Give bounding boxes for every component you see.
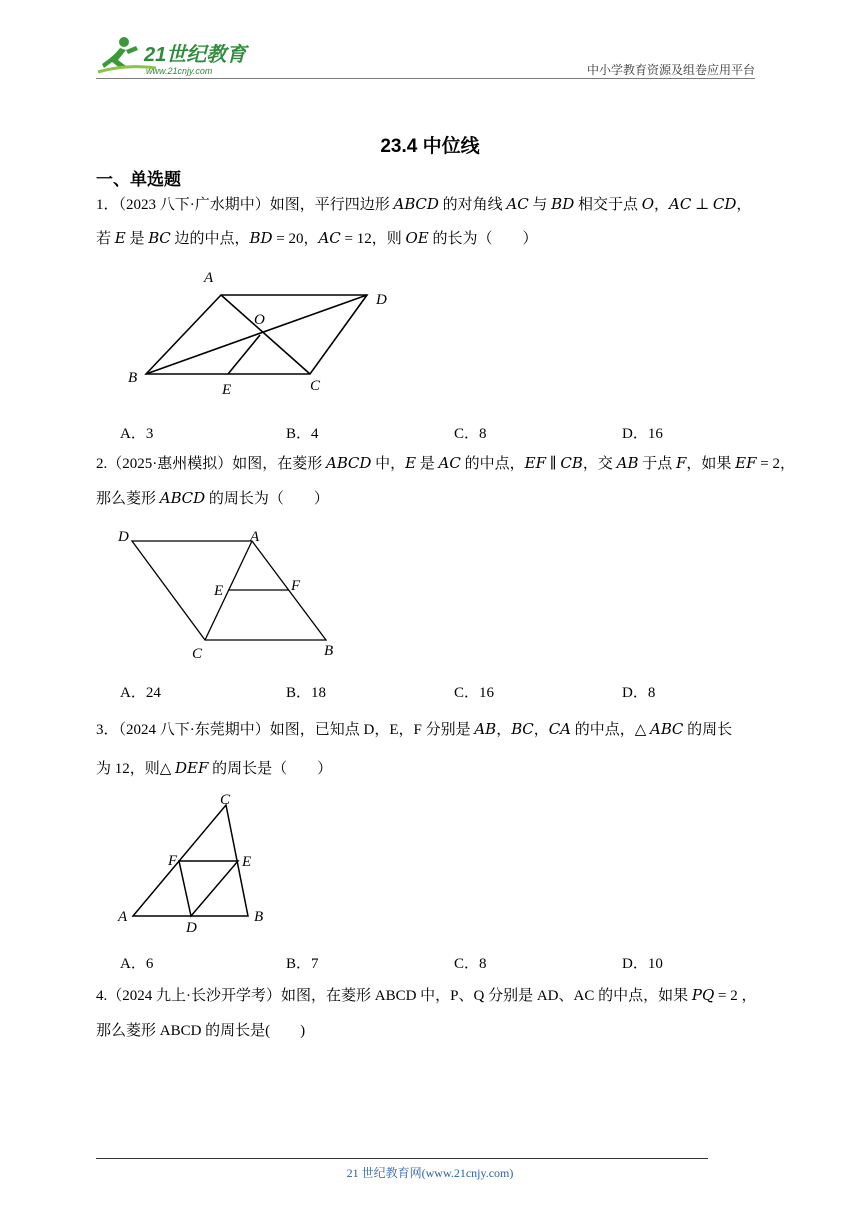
fig2-label-b: B: [324, 643, 334, 659]
option-a[interactable]: A．6: [120, 956, 154, 972]
logo-url: www.21cnjy.com: [146, 66, 213, 76]
fig1-label-a: A: [204, 270, 214, 286]
fig1-label-d: D: [376, 292, 387, 308]
fig2-label-e: E: [214, 583, 224, 599]
question-4-line-1: 4.（2024 九上·长沙开学考）如图，在菱形 ABCD 中，P、Q 分别是 AD、AC 的中点，如果 𝑃𝑄 = 2 ，: [96, 988, 757, 1004]
header-divider: [96, 78, 755, 79]
option-a[interactable]: A．24: [120, 685, 161, 701]
fig2-label-c: C: [192, 646, 203, 662]
option-b[interactable]: B．18: [286, 685, 327, 701]
fig1-label-b: B: [128, 370, 138, 386]
option-c[interactable]: C．8: [454, 426, 487, 442]
option-d[interactable]: D．10: [622, 956, 663, 972]
option-c[interactable]: C．8: [454, 956, 487, 972]
option-b[interactable]: B．7: [286, 956, 319, 972]
section-heading: 一、单选题: [96, 170, 181, 189]
question-3-line-2: 为 12，则△ 𝐷𝐸𝐹 的周长是（ ）: [96, 761, 333, 777]
question-3-line-1: 3．（2024 八下·东莞期中）如图，已知点 D，E，F 分别是 𝐴𝐵，𝐵𝐶，𝐶𝐴 的中点，△ 𝐴𝐵𝐶 的周长: [96, 722, 733, 738]
fig2-label-a: A: [250, 529, 260, 545]
question-2-line-2: 那么菱形 𝐴𝐵𝐶𝐷 的周长为（ ）: [96, 491, 329, 507]
fig3-label-f: F: [168, 853, 178, 869]
fig2-label-f: F: [291, 578, 301, 594]
figure-triangle: [110, 788, 280, 938]
option-d[interactable]: D．8: [622, 685, 656, 701]
fig1-label-c: C: [310, 378, 321, 394]
site-logo: [96, 34, 266, 78]
footer-link[interactable]: 21 世纪教育网(www.21cnjy.com): [346, 1166, 514, 1180]
question-1-line-2: 若 𝐸 是 𝐵𝐶 边的中点，𝐵𝐷 = 20，𝐴𝐶 = 12，则 𝑂𝐸 的长为（ ）: [96, 231, 538, 247]
fig3-label-e: E: [242, 854, 252, 870]
fig3-label-b: B: [254, 909, 264, 925]
footer-divider: [96, 1158, 708, 1159]
fig2-label-d: D: [118, 529, 129, 545]
figure-rhombus: [110, 520, 350, 665]
fig3-label-d: D: [186, 920, 197, 936]
platform-name: 中小学教育资源及组卷应用平台: [586, 63, 755, 77]
question-2-line-1: 2.（2025·惠州模拟）如图，在菱形 𝐴𝐵𝐶𝐷 中，𝐸 是 𝐴𝐶 的中点，𝐸𝐹 ∥ 𝐶𝐵，交 𝐴𝐵 于点 𝐹，如果 𝐸𝐹 = 2，: [96, 456, 795, 472]
option-d[interactable]: D．16: [622, 426, 663, 442]
question-1-line-1: 1．（2023 八下·广水期中）如图，平行四边形 𝐴𝐵𝐶𝐷 的对角线 𝐴𝐶 与 𝐵𝐷 相交于点 𝑂，𝐴𝐶 ⊥ 𝐶𝐷，: [96, 197, 752, 213]
option-c[interactable]: C．16: [454, 685, 495, 701]
logo-text: 21世纪教育: [144, 44, 247, 66]
option-a[interactable]: A．3: [120, 426, 154, 442]
fig3-label-a: A: [118, 909, 128, 925]
figure-parallelogram: [120, 262, 400, 402]
fig3-label-c: C: [220, 792, 231, 808]
fig1-label-o: O: [254, 312, 265, 328]
fig1-label-e: E: [222, 382, 232, 398]
question-4-line-2: 那么菱形 ABCD 的周长是( ): [96, 1023, 306, 1039]
option-b[interactable]: B．4: [286, 426, 319, 442]
page-title: 23.4 中位线: [380, 136, 480, 157]
